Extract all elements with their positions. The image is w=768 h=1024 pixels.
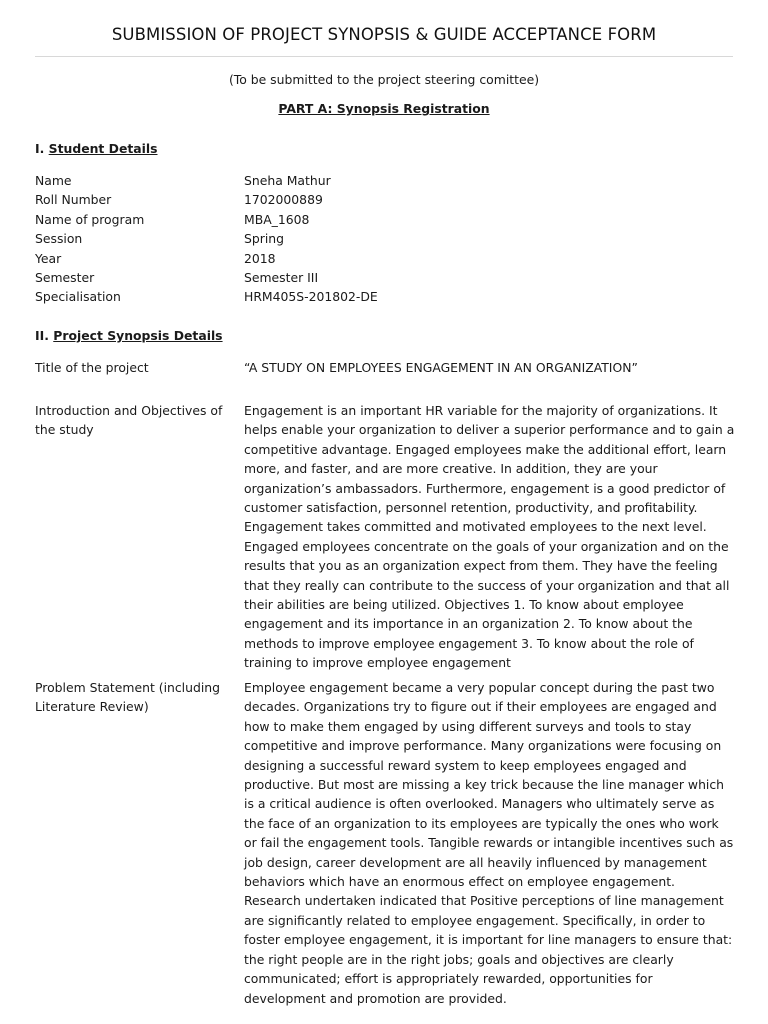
problem-statement-text: Employee engagement became a very popular concept during the past two decades. Organizations try to figure out if their employees are engaged and how to make them engaged by using different surveys and tools to stay competitive and improve performance. Many organizations were focusing on designing a successful reward system to keep employees engaged and productive. But most are missing a key trick because the line manager which is a critical audience is often overlooked. Managers who ultimately serve as the face of an organization to its employees are typically the ones who work or fail the engagement tools. Tangible rewards or intangible incentives such as job design, career development are all heavily influenced by management behaviors which have an enormous effect on employee engagement. Research undertaken indicated that Positive perceptions of line management are significantly related to employee engagement. Specifically, in order to foster employee engagement, it is important for line managers to ensure that: the right people are in the right jobs; goals and objectives are clearly communicated; effort is appropriately rewarded, opportunities for development and promotion are provided. <box>244 680 734 1006</box>
field-value: 2018 <box>244 250 276 266</box>
field-value: Sneha Mathur <box>244 173 331 188</box>
field-label: Specialisation <box>35 289 121 305</box>
student-details-list <box>35 171 735 307</box>
introduction-text: Engagement is an important HR variable for the majority of organizations. It helps enable your organization to deliver a superior performance and to gain a competitive advantage. Engaged employees make the additional effort, learn more, and faster, and are more creative. In addition, they are your organization’s ambassadors. Furthermore, engagement is a good predictor of customer satisfaction, personnel retention, productivity, and profitability. Engagement takes committed and motivated employees to the next level. Engaged employees concentrate on the goals of your organization and on the results that you as an organization expect from them. They have the feeling that they really can contribute to the success of your organization and that all their abilities are being utilized. Objectives 1. To know about employee engagement and its importance in an organization 2. To know about the methods to improve employee engagement 3. To know about the role of training to improve employee engagement <box>244 403 735 671</box>
project-title-row <box>35 358 735 377</box>
field-value: 1702000889 <box>244 192 323 208</box>
student-section-heading <box>35 141 158 156</box>
introduction-block <box>35 401 735 673</box>
project-title-value: “A STUDY ON EMPLOYEES ENGAGEMENT IN AN ORGANIZATION” <box>244 360 638 375</box>
project-title-label: Title of the project <box>35 360 149 375</box>
field-row-session <box>35 229 735 248</box>
title-divider <box>35 56 733 57</box>
field-row-program <box>35 210 735 229</box>
synopsis-section-number: II. <box>35 328 49 343</box>
field-value: HRM405S-201802-DE <box>244 289 378 305</box>
field-row-project-title <box>35 358 735 377</box>
field-row-year <box>35 249 735 268</box>
field-value: MBA_1608 <box>244 211 310 227</box>
student-section-number: I. <box>35 141 45 156</box>
field-row-specialisation <box>35 287 735 306</box>
student-section-title: Student Details <box>48 141 158 156</box>
field-row-semester <box>35 268 735 287</box>
field-label: Name of program <box>35 211 145 227</box>
problem-statement-block <box>35 678 735 1008</box>
field-value: Spring <box>244 231 284 247</box>
introduction-label: Introduction and Objectives of the study <box>35 403 223 438</box>
part-heading-text: PART A: Synopsis Registration <box>278 101 490 116</box>
field-label: Year <box>35 250 62 266</box>
synopsis-section-title: Project Synopsis Details <box>53 328 223 343</box>
field-row-roll-number <box>35 190 735 209</box>
problem-statement-label: Problem Statement (including Literature Review) <box>35 680 220 715</box>
field-label: Roll Number <box>35 192 112 208</box>
document-subtitle: (To be submitted to the project steering comittee) <box>228 72 540 87</box>
field-value: Semester III <box>244 269 319 285</box>
synopsis-section-heading <box>35 328 223 343</box>
document-title: SUBMISSION OF PROJECT SYNOPSIS & GUIDE ACCEPTANCE FORM <box>111 25 657 44</box>
field-label: Semester <box>35 269 95 285</box>
field-label: Session <box>35 231 83 247</box>
field-label: Name <box>35 173 72 188</box>
field-row-name <box>35 171 735 190</box>
part-heading <box>0 101 768 116</box>
